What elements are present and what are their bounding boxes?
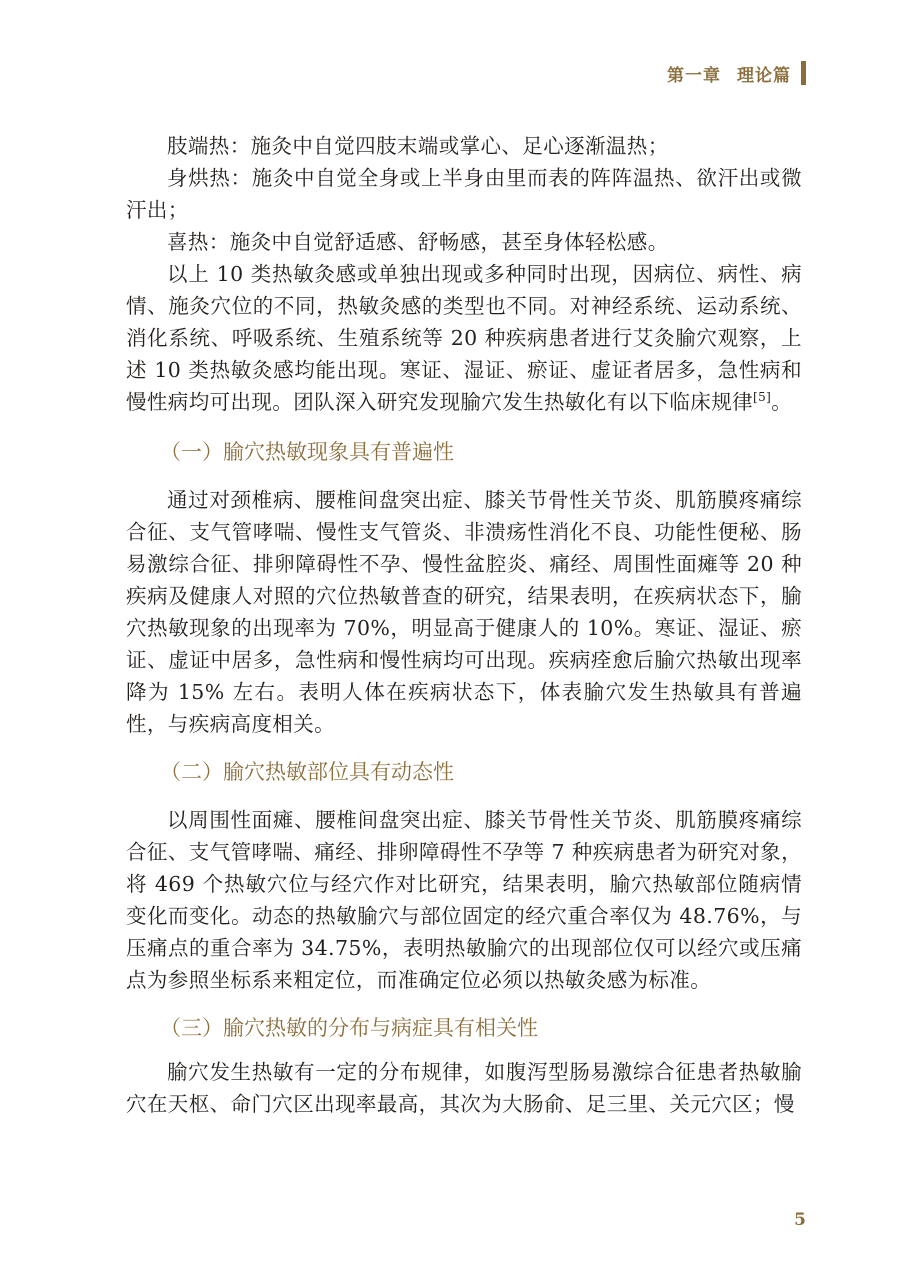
section-body-2: 以周围性面瘫、腰椎间盘突出症、膝关节骨性关节炎、肌筋膜疼痛综合征、支气管哮喘、痛经、排卵障碍性不孕等 7 种疾病患者为研究对象，将 469 个热敏穴位与经穴作对比研究，结果表明，腧穴热敏部位随病情变化而变化。动态的热敏腧穴与部位固定的经穴重合率仅为 48.76%，与压痛点的重合率为 34.75%，表明热敏腧穴的出现部位仅可以经穴或压痛点为参照坐标系来粗定位，而准确定位必须以热敏灸感为标准。 bbox=[126, 808, 802, 992]
section-body-3: 腧穴发生热敏有一定的分布规律，如腹泻型肠易激综合征患者热敏腧穴在天枢、命门穴区出现率最高，其次为大肠俞、足三里、关元穴区；慢 bbox=[126, 1060, 802, 1116]
section-heading-1: （一）腧穴热敏现象具有普遍性 bbox=[160, 440, 454, 464]
summary-tail: 。 bbox=[771, 390, 793, 414]
summary-text: 以上 10 类热敏灸感或单独出现或多种同时出现，因病位、病性、病情、施灸穴位的不同，热敏灸感的类型也不同。对神经系统、运动系统、消化系统、呼吸系统、生殖系统等 20 种疾病患者进行艾灸腧穴观察，上述 10 类热敏灸感均能出现。寒证、湿证、瘀证、虚证者居多，急性病和慢性病均可出现。团队深入研究发现腧穴发生热敏化有以下临床规律 bbox=[126, 262, 802, 414]
section-body-1: 通过对颈椎病、腰椎间盘突出症、膝关节骨性关节炎、肌筋膜疼痛综合征、支气管哮喘、慢性支气管炎、非溃疡性消化不良、功能性便秘、肠易激综合征、排卵障碍性不孕、慢性盆腔炎、痛经、周围性面瘫等 20 种疾病及健康人对照的穴位热敏普查的研究，结果表明，在疾病状态下，腧穴热敏现象的出现率为 70%，明显高于健康人的 10%。寒证、湿证、瘀证、虚证中居多，急性病和慢性病均可出现。疾病痊愈后腧穴热敏出现率降为 15% 左右。表明人体在疾病状态下，体表腧穴发生热敏具有普遍性，与疾病高度相关。 bbox=[126, 488, 802, 736]
chapter-number: 第一章 bbox=[667, 65, 721, 86]
section-heading-2: （二）腧穴热敏部位具有动态性 bbox=[160, 760, 454, 784]
page-number: 5 bbox=[794, 1210, 806, 1230]
paragraph-limb-heat: 肢端热：施灸中自觉四肢末端或掌心、足心逐渐温热； bbox=[167, 134, 669, 158]
page-body bbox=[126, 130, 802, 1120]
header-accent-bar bbox=[801, 61, 806, 85]
citation-ref: [5] bbox=[753, 390, 772, 405]
paragraph-summary bbox=[126, 258, 802, 418]
section-heading-3: （三）腧穴热敏的分布与病症具有相关性 bbox=[160, 1016, 538, 1040]
chapter-title: 理论篇 bbox=[737, 65, 791, 86]
paragraph-body-heat: 身烘热：施灸中自觉全身或上半身由里而表的阵阵温热、欲汗出或微汗出； bbox=[126, 166, 802, 222]
running-header bbox=[667, 60, 806, 86]
paragraph-pleasant-heat: 喜热：施灸中自觉舒适感、舒畅感，甚至身体轻松感。 bbox=[167, 230, 669, 254]
